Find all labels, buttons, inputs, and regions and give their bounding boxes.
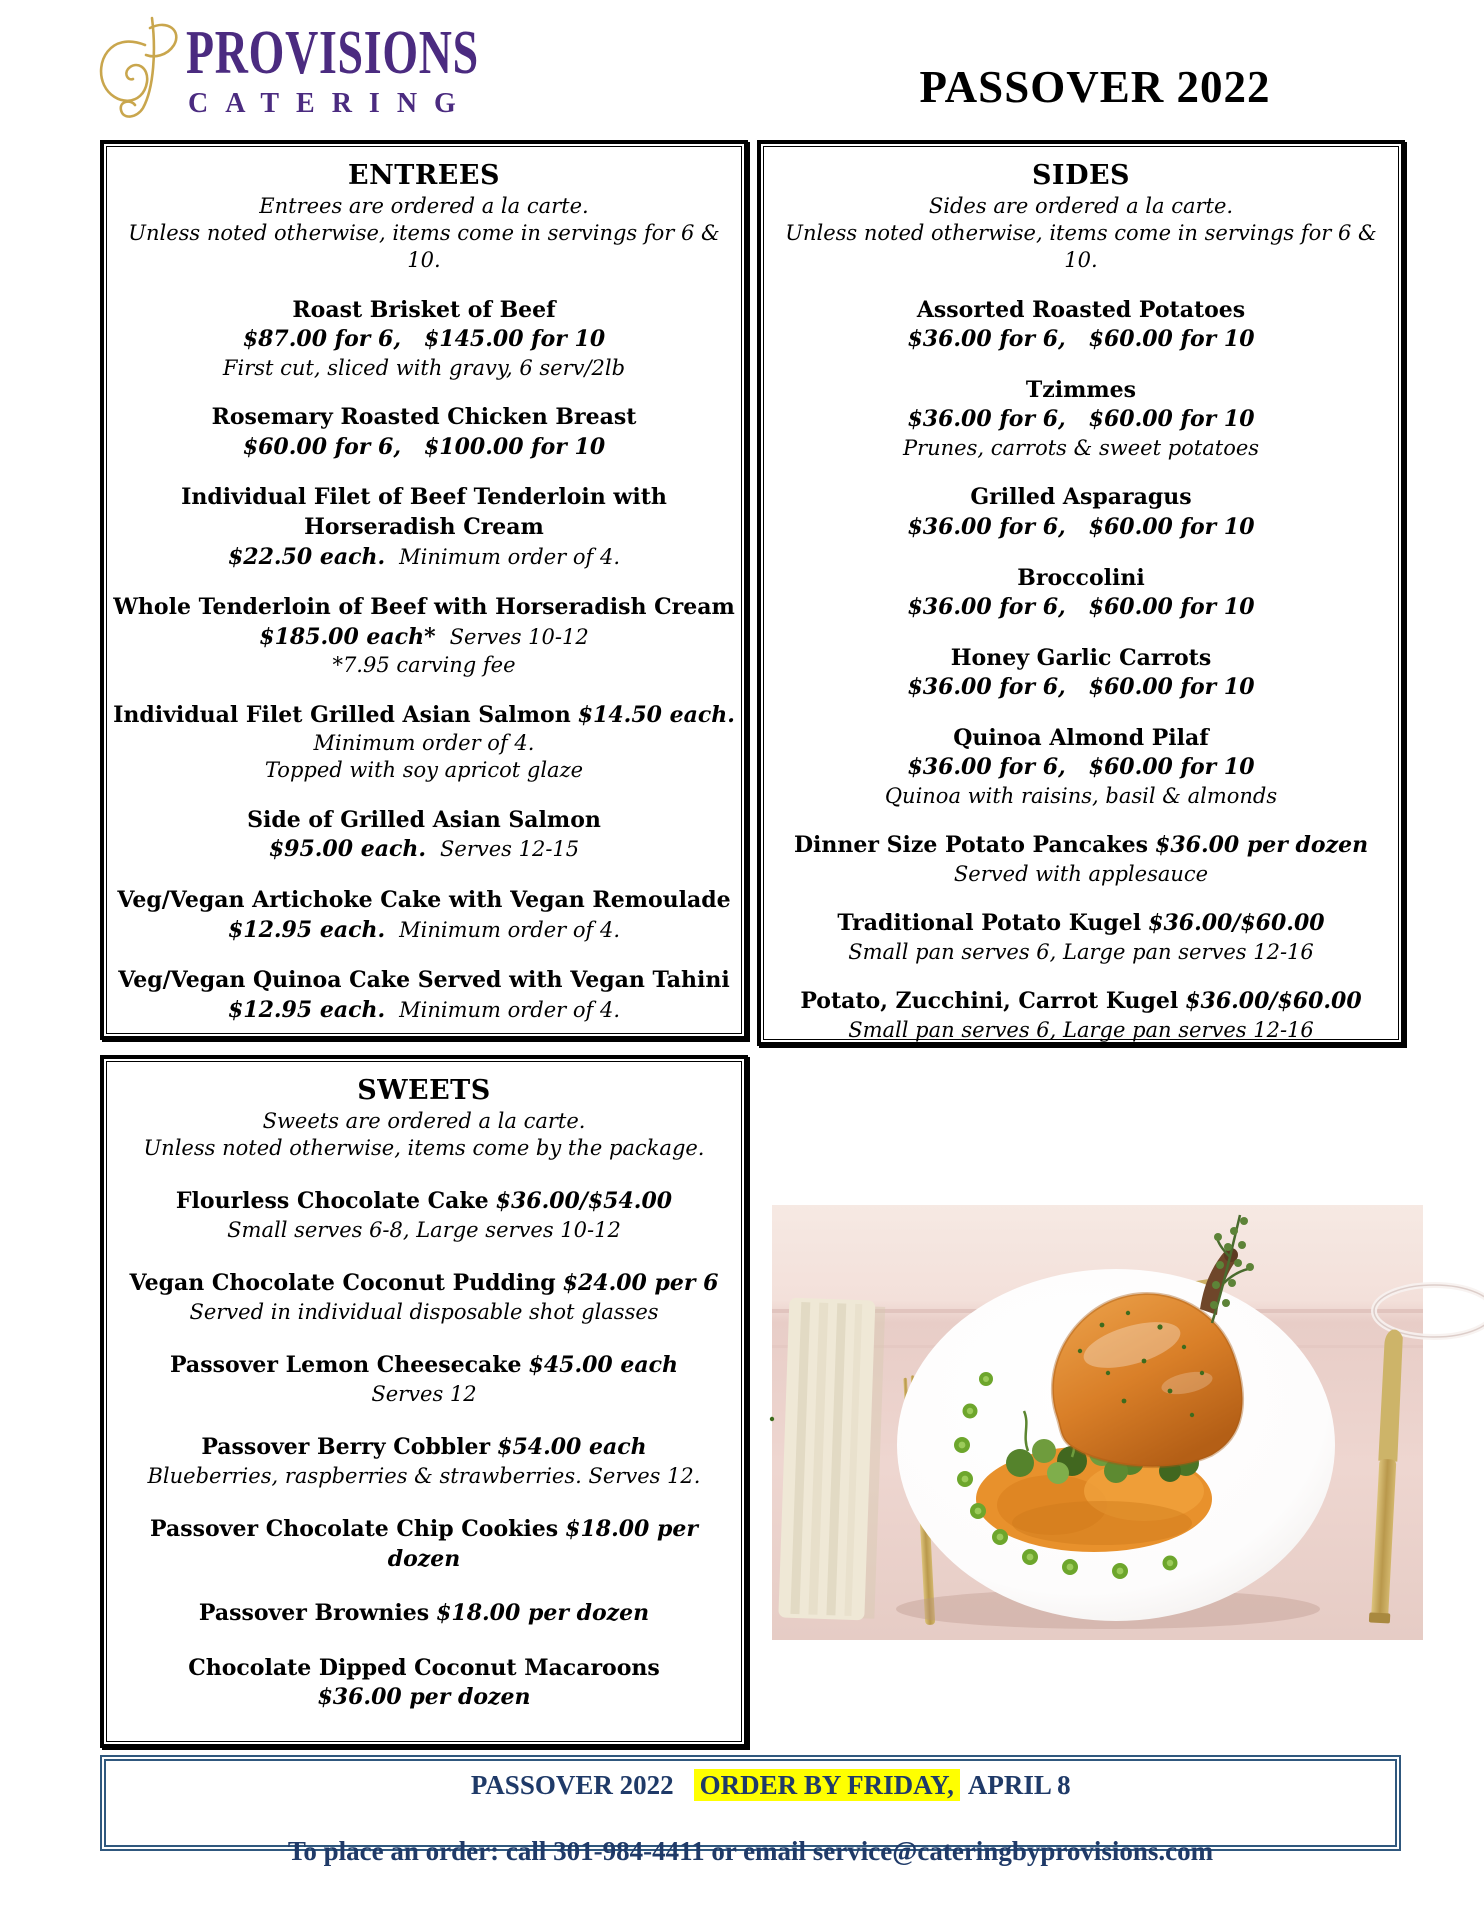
item-name: Chocolate Dipped Coconut Macaroons bbox=[188, 1654, 660, 1681]
item-name: Whole Tenderloin of Beef with Horseradish Cream bbox=[113, 594, 735, 621]
item-name: Dinner Size Potato Pancakes bbox=[793, 832, 1149, 859]
item-price-line bbox=[770, 753, 1392, 783]
item-desc-line: Topped with soy apricot glaze bbox=[264, 758, 584, 783]
page-title: PASSOVER 2022 bbox=[919, 62, 1271, 112]
item-name-line bbox=[770, 483, 1392, 513]
item-inline-price: $45.00 each bbox=[528, 1352, 679, 1379]
footer-line-2: To place an order: call 301-984-4411 or email service@cateringbyprovisions.com bbox=[287, 1836, 1214, 1867]
menu-item bbox=[770, 831, 1392, 888]
item-name-line bbox=[113, 483, 735, 542]
item-name-line bbox=[113, 1433, 735, 1463]
item-name: Roast Brisket of Beef bbox=[292, 296, 556, 323]
menu-item bbox=[113, 1515, 735, 1574]
item-name-line bbox=[770, 644, 1392, 674]
item-name: Assorted Roasted Potatoes bbox=[916, 296, 1246, 323]
section-intro-line: Unless noted otherwise, items come in servings for 6 & 10. bbox=[785, 221, 1384, 273]
sides-box-content bbox=[763, 146, 1399, 1040]
menu-item bbox=[113, 483, 735, 572]
section-intro-line: Sweets are ordered a la carte. bbox=[262, 1108, 586, 1133]
item-price-line bbox=[113, 433, 735, 463]
menu-item bbox=[113, 403, 735, 462]
item-name-line bbox=[113, 1269, 735, 1299]
item-name: Rosemary Roasted Chicken Breast bbox=[211, 404, 637, 431]
menu-item bbox=[113, 1351, 735, 1408]
item-desc-line: Serves 12 bbox=[371, 1381, 477, 1406]
item-name-line bbox=[113, 1599, 735, 1629]
entrees-box bbox=[100, 140, 748, 1040]
item-price-line bbox=[113, 996, 735, 1026]
item-price: $185.00 each* bbox=[259, 623, 436, 650]
item-name-line bbox=[770, 724, 1392, 754]
item-price-line bbox=[770, 513, 1392, 543]
menu-item bbox=[113, 886, 735, 945]
item-price: $36.00 for 6, $60.00 for 10 bbox=[907, 594, 1255, 621]
item-price: $60.00 for 6, $100.00 for 10 bbox=[242, 433, 606, 460]
item-name: Grilled Asparagus bbox=[970, 484, 1192, 511]
footer-deadline-date: APRIL 8 bbox=[967, 1769, 1071, 1800]
item-note: Serves 12-15 bbox=[440, 837, 580, 862]
sweets-box bbox=[100, 1055, 748, 1748]
menu-item bbox=[770, 483, 1392, 542]
item-name-line bbox=[113, 296, 735, 326]
item-name-line bbox=[113, 1351, 735, 1381]
item-name: Passover Berry Cobbler bbox=[201, 1434, 491, 1461]
item-name-line bbox=[113, 806, 735, 836]
dish-photo bbox=[772, 1205, 1423, 1640]
section-title-sides: SIDES bbox=[1031, 160, 1131, 191]
item-inline-price: $54.00 each bbox=[497, 1434, 647, 1461]
menu-item bbox=[113, 701, 735, 785]
item-name-line bbox=[770, 987, 1392, 1017]
section-title-sweets: SWEETS bbox=[357, 1075, 491, 1106]
menu-item bbox=[113, 1599, 735, 1629]
menu-item bbox=[113, 1269, 735, 1326]
item-desc-line: Minimum order of 4. bbox=[313, 731, 535, 756]
item-price: $36.00 for 6, $60.00 for 10 bbox=[907, 406, 1255, 433]
item-price-line bbox=[113, 835, 735, 865]
menu-item bbox=[113, 593, 735, 679]
item-inline-price: $36.00/$60.00 bbox=[1148, 910, 1325, 937]
item-desc-line: Small serves 6-8, Large serves 10-12 bbox=[227, 1217, 621, 1242]
item-name-line bbox=[770, 831, 1392, 861]
logo-subtitle: CATERING bbox=[188, 88, 473, 119]
item-price-line bbox=[113, 543, 735, 573]
item-desc-line: Blueberries, raspberries & strawberries. Serves 12. bbox=[147, 1463, 701, 1488]
sweets-box-content bbox=[106, 1061, 742, 1742]
item-name-line bbox=[770, 376, 1392, 406]
item-note: Minimum order of 4. bbox=[399, 917, 621, 942]
menu-item bbox=[113, 806, 735, 865]
item-name-line bbox=[113, 403, 735, 433]
logo-monogram-p-icon bbox=[92, 12, 180, 118]
item-price-line bbox=[113, 623, 735, 653]
menu-item bbox=[770, 376, 1392, 462]
section-intro-line: Sides are ordered a la carte. bbox=[928, 193, 1234, 218]
menu-item bbox=[770, 296, 1392, 355]
item-inline-price: $24.00 per 6 bbox=[562, 1270, 719, 1297]
item-price: $36.00 for 6, $60.00 for 10 bbox=[907, 754, 1255, 781]
item-desc-line: *7.95 carving fee bbox=[332, 653, 516, 678]
section-intro-line: Unless noted otherwise, items come in servings for 6 & 10. bbox=[128, 221, 734, 273]
item-name: Traditional Potato Kugel bbox=[837, 910, 1142, 937]
item-price-line bbox=[113, 325, 735, 355]
item-inline-price: $36.00/$54.00 bbox=[495, 1188, 673, 1215]
item-price-line bbox=[770, 593, 1392, 623]
item-desc-line: Prunes, carrots & sweet potatoes bbox=[902, 436, 1260, 461]
item-name-line bbox=[113, 1187, 735, 1217]
item-inline-price: $36.00/$60.00 bbox=[1185, 988, 1362, 1015]
item-price: $95.00 each. bbox=[268, 836, 427, 863]
item-name: Tzimmes bbox=[1025, 376, 1137, 403]
item-price: $36.00 for 6, $60.00 for 10 bbox=[907, 513, 1255, 540]
item-name: Potato, Zucchini, Carrot Kugel bbox=[800, 988, 1179, 1015]
menu-item bbox=[770, 724, 1392, 810]
menu-item bbox=[770, 564, 1392, 623]
menu-item bbox=[113, 966, 735, 1025]
item-name-line bbox=[113, 701, 735, 731]
item-name: Passover Brownies bbox=[198, 1600, 430, 1627]
item-name-line bbox=[113, 886, 735, 916]
sides-box bbox=[757, 140, 1405, 1046]
item-inline-price: $18.00 per dozen bbox=[436, 1600, 650, 1627]
section-title-entrees: ENTREES bbox=[348, 160, 500, 191]
footer-line-1 bbox=[430, 1739, 1070, 1832]
item-name: Flourless Chocolate Cake bbox=[175, 1188, 489, 1215]
menu-item bbox=[113, 1654, 735, 1713]
menu-item bbox=[770, 987, 1392, 1044]
item-price: $87.00 for 6, $145.00 for 10 bbox=[242, 326, 606, 353]
plated-chicken-photo bbox=[772, 1205, 1423, 1640]
item-name: Passover Lemon Cheesecake bbox=[169, 1352, 522, 1379]
item-price-line bbox=[770, 405, 1392, 435]
item-price-line bbox=[770, 673, 1392, 703]
item-price: $36.00 per dozen bbox=[317, 1684, 531, 1711]
item-price: $12.95 each. bbox=[227, 996, 386, 1023]
item-note: Minimum order of 4. bbox=[399, 544, 621, 569]
menu-item bbox=[113, 1187, 735, 1244]
item-desc-line: Served in individual disposable shot glasses bbox=[189, 1299, 659, 1324]
item-name: Individual Filet Grilled Asian Salmon bbox=[113, 701, 571, 728]
footer-content bbox=[104, 1759, 1397, 1867]
item-name-line bbox=[113, 1515, 735, 1574]
item-price-line bbox=[113, 1683, 735, 1713]
item-desc-line: Served with applesauce bbox=[953, 861, 1209, 886]
item-price-line bbox=[770, 325, 1392, 355]
item-name-line bbox=[113, 1654, 735, 1684]
item-name-line bbox=[770, 909, 1392, 939]
item-desc-line: Small pan serves 6, Large pan serves 12-16 bbox=[848, 939, 1314, 964]
item-note: Serves 10-12 bbox=[449, 624, 589, 649]
napkin bbox=[778, 1298, 885, 1621]
logo-wordmark: PROVISIONS bbox=[186, 19, 479, 87]
item-desc-line: Quinoa with raisins, basil & almonds bbox=[884, 784, 1278, 809]
item-price: $36.00 for 6, $60.00 for 10 bbox=[907, 674, 1255, 701]
section-intro-line: Entrees are ordered a la carte. bbox=[259, 193, 589, 218]
item-name-line bbox=[770, 564, 1392, 594]
item-note: Minimum order of 4. bbox=[399, 997, 621, 1022]
item-name-line bbox=[113, 593, 735, 623]
footer-order-banner bbox=[100, 1755, 1401, 1867]
menu-item bbox=[770, 909, 1392, 966]
item-inline-price: $36.00 per dozen bbox=[1155, 832, 1369, 859]
item-name: Veg/Vegan Artichoke Cake with Vegan Remoulade bbox=[117, 886, 731, 913]
provisions-logo bbox=[92, 12, 582, 118]
item-price: $22.50 each. bbox=[227, 543, 386, 570]
item-inline-price: $14.50 each. bbox=[577, 701, 735, 728]
item-name: Individual Filet of Beef Tenderloin with Horseradish Cream bbox=[181, 484, 675, 540]
order-deadline-highlight: ORDER BY FRIDAY, bbox=[694, 1769, 960, 1801]
item-inline-price: $18.00 per dozen bbox=[387, 1515, 706, 1572]
item-price: $36.00 for 6, $60.00 for 10 bbox=[907, 326, 1255, 353]
item-name: Side of Grilled Asian Salmon bbox=[247, 806, 601, 833]
item-name: Broccolini bbox=[1017, 564, 1145, 591]
item-name: Honey Garlic Carrots bbox=[950, 644, 1212, 671]
item-name: Veg/Vegan Quinoa Cake Served with Vegan Tahini bbox=[118, 967, 730, 994]
menu-item bbox=[770, 644, 1392, 703]
item-name-line bbox=[113, 966, 735, 996]
item-name-line bbox=[770, 296, 1392, 326]
item-desc-line: Small pan serves 6, Large pan serves 12-16 bbox=[848, 1017, 1314, 1042]
item-price-line bbox=[113, 916, 735, 946]
entrees-box-content bbox=[106, 146, 742, 1034]
menu-item bbox=[113, 296, 735, 382]
footer-passover-label: PASSOVER 2022 bbox=[470, 1769, 674, 1800]
item-desc-line: First cut, sliced with gravy, 6 serv/2lb bbox=[222, 355, 626, 380]
menu-item bbox=[113, 1433, 735, 1490]
item-price: $12.95 each. bbox=[227, 916, 386, 943]
item-name: Quinoa Almond Pilaf bbox=[953, 724, 1209, 751]
item-name: Vegan Chocolate Coconut Pudding bbox=[129, 1270, 556, 1297]
item-name: Passover Chocolate Chip Cookies bbox=[150, 1515, 559, 1542]
section-intro-line: Unless noted otherwise, items come by the package. bbox=[143, 1136, 705, 1161]
